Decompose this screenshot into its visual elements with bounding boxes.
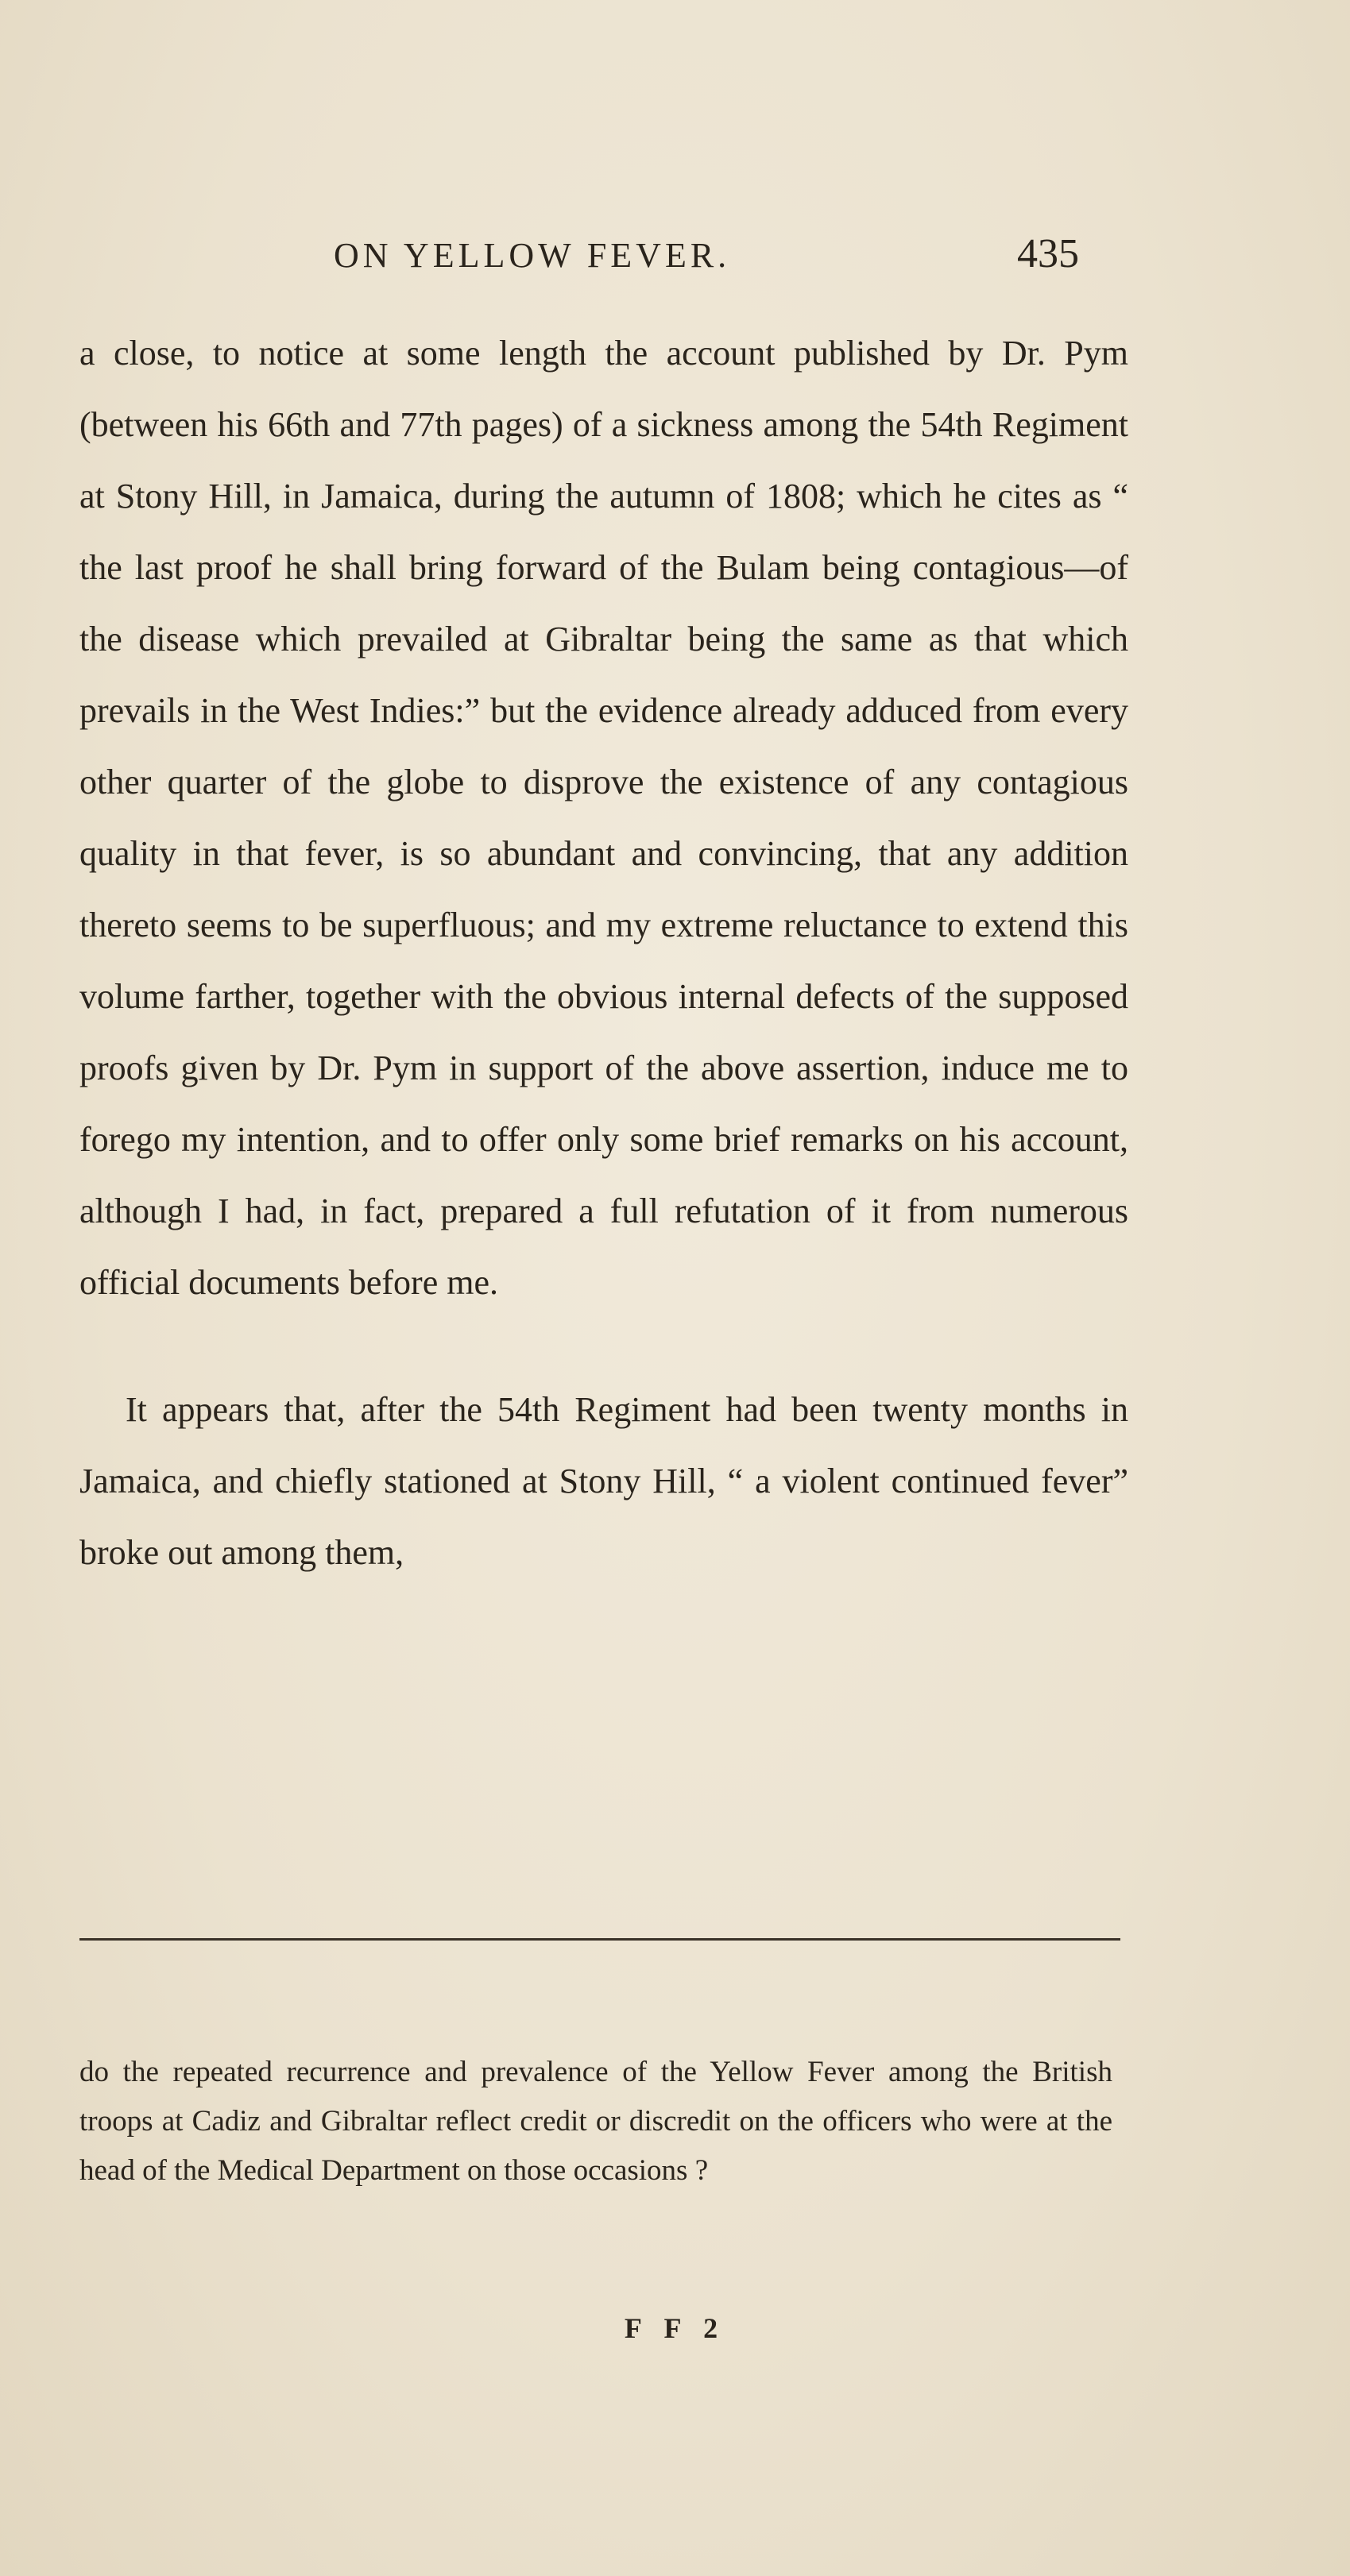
body-text: [79, 318, 1128, 1589]
footnote: do the repeated recurrence and prevalence of the Yellow Fever among the British troops at Cadiz and Gibraltar reflect credit or discredit on the officers who were at the head of the Medical Department on those occasions ?: [79, 2056, 1112, 2187]
page-header: [0, 230, 1350, 294]
signature-mark: F F 2: [624, 2312, 726, 2344]
paragraph-2: It appears that, after the 54th Regiment had been twenty months in Jamaica, and chiefly stationed at Stony Hill, “ a violent continued fever” broke out among them,: [79, 1390, 1128, 1572]
running-head: ON YELLOW FEVER.: [334, 236, 731, 275]
page-number: 435: [1017, 231, 1079, 276]
paragraph-1: a close, to notice at some length the account published by Dr. Pym (between his 66th and 77th pages) of a sickness among the 54th Regiment at Stony Hill, in Jamaica, during the autumn of 1808; which he cites as “ the last proof he shall bring forward of the Bulam being contagious—of the disease which prevailed at Gibraltar being the same as that which prevails in the West Indies:” but the evidence already adduced from every other quarter of the globe to disprove the existence of any contagious quality in that fever, is so abundant and convincing, that any addition thereto seems to be superfluous; and my extreme reluctance to extend this volume farther, together with the obvious internal defects of the supposed proofs given by Dr. Pym in support of the above assertion, induce me to forego my intention, and to offer only some brief remarks on his account, although I had, in fact, prepared a full refutation of it from numerous official documents before me.: [79, 334, 1128, 1302]
footnote-rule: [79, 1938, 1120, 1941]
